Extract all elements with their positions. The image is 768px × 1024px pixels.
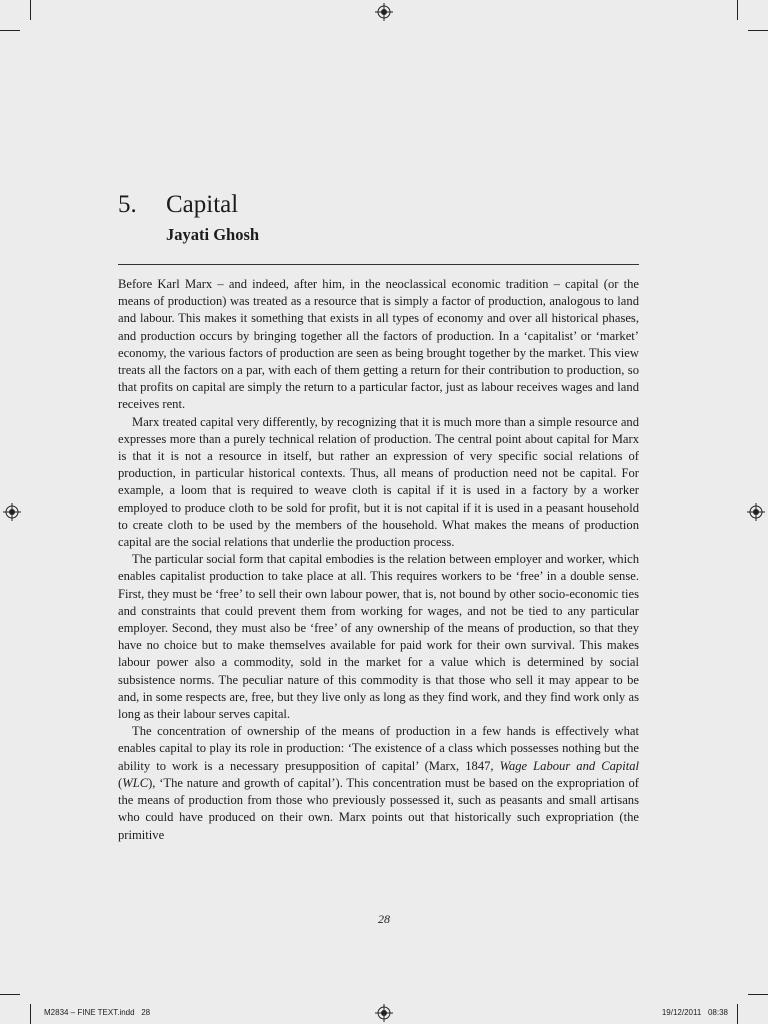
crop-mark [0,30,20,31]
registration-mark-icon [375,1004,393,1022]
paragraph [118,723,639,843]
chapter-author: Jayati Ghosh [166,225,260,244]
chapter-title-text: Capital [166,191,239,218]
crop-mark [30,0,31,20]
book-abbreviation: WLC [122,775,149,790]
registration-mark-icon [375,3,393,21]
paragraph: Before Karl Marx – and indeed, after him, in the neoclassical economic tradition – capital (or the means of production) was treated as a resource that is simply a factor of production, analogous to land and labour. This makes it something that exists in all types of economy and over all historical phases, and production occurs by bringing together all the factors of production. In a ‘capitalist’ or ‘market’ economy, the various factors of production are seen as being brought together by the market. This view treats all the factors on a par, with each of them getting a return for their contribution to production, so that profits on capital are simply the return to a particular factor, just as labour receives wages and land receives rent. [118,277,639,412]
chapter-heading [118,190,638,246]
paragraph-text: The concentration of ownership of the means of production in a few hands is effectively what enables capital to play its role in production: ‘The existence of a class which possesses nothing but the ability to work is a necessary presupposition of capital’ (Marx, 1847, [118,724,639,773]
heading-rule [118,264,639,265]
crop-mark [30,1004,31,1024]
crop-mark [0,994,20,995]
registration-mark-icon [3,503,21,521]
crop-mark [737,1004,738,1024]
body-text [118,276,639,844]
crop-mark [737,0,738,20]
registration-mark-icon [747,503,765,521]
paragraph-text: ( [118,775,123,790]
paragraph: Marx treated capital very differently, by recognizing that it is much more than a simple resource and expresses more than a purely technical relation of production. The central point about capital for Marx is that it is not a resource in itself, but rather an expression of very specific social relations of production, in particular historical contexts. Thus, all means of production need not be capital. For example, a loom that is required to weave cloth is capital if it is used in a factory by a worker employed to produce cloth to be sold for profit, but it is not capital if it is used in a peasant household to create cloth to be used by the members of the household. What makes the means of production capital are the social relations that underlie the production process. [118,414,639,550]
chapter-number: 5. [118,191,137,218]
slug-file: M2834 – FINE TEXT.indd 28 [44,1008,151,1017]
page-number: 28 [378,912,390,926]
crop-mark [748,994,768,995]
paragraph: The particular social form that capital embodies is the relation between employer and worker, which enables capitalist production to take place at all. This requires workers to be ‘free’ in a double sense. First, they must be ‘free’ to sell their own labour power, that is, not bound by other socio-economic ties and constraints that could prevent them from working for wages, and not be tied to any particular employer. Second, they must also be ‘free’ of any ownership of the means of production, so that they have no choice but to make themselves available for paid work for their own survival. This makes labour power also a commodity, sold in the market for a value which is determined by social subsistence norms. The peculiar nature of this commodity is that those who sell it may appear to be and, in some respects are, free, but they live only as long as they find work, and they find work only as long as their labour serves capital. [118,552,639,722]
book-title: Wage Labour and Capital [499,758,640,773]
chapter-title [118,190,638,220]
paragraph-text: ), ‘The nature and growth of capital’). This concentration must be based on the expropriation of the means of production from those who previously possessed it, such as peasants and small artisans who could have produced on their own. Marx points out that historically such expropriation (the primitive [118,775,639,842]
crop-mark [748,30,768,31]
slug-datetime: 19/12/2011 08:38 [661,1008,728,1017]
